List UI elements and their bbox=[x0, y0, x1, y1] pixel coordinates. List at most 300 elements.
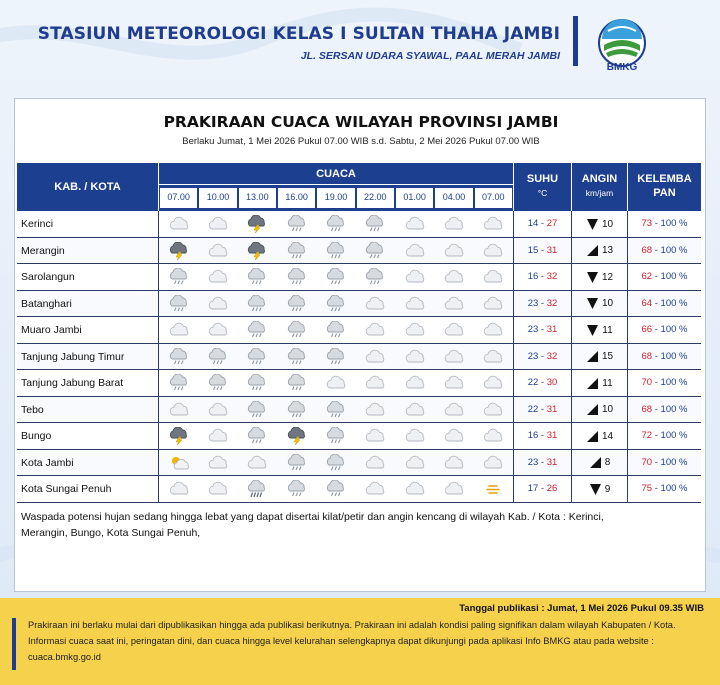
wind-direction-northeast-icon bbox=[586, 377, 599, 390]
weather-cell bbox=[395, 476, 434, 502]
cloudy-icon bbox=[207, 215, 229, 233]
table-row bbox=[17, 344, 701, 371]
weather-cell bbox=[316, 423, 355, 449]
wind-speed: 11 bbox=[602, 324, 613, 336]
cloudy-icon bbox=[246, 454, 268, 472]
time-slot: 22.00 bbox=[357, 188, 394, 208]
rain-icon bbox=[246, 321, 268, 339]
cloudy-icon bbox=[404, 374, 426, 392]
weather-warning: Waspada potensi hujan sedang hingga lebat yang dapat disertai kilat/petir dan angin kencang di wilayah Kab. / Kota : Kerinci, Merangin, Bungo, Kota Sungai Penuh, bbox=[21, 511, 604, 539]
humidity-max: 100 % bbox=[660, 350, 688, 362]
humidity-max: 100 % bbox=[660, 403, 688, 415]
cloudy-icon bbox=[482, 427, 504, 445]
rain-icon bbox=[246, 427, 268, 445]
rain-icon bbox=[325, 268, 347, 286]
weather-cell bbox=[238, 264, 277, 290]
wind bbox=[571, 344, 627, 370]
wind-direction-northeast-icon bbox=[586, 244, 599, 257]
cloudy-icon bbox=[207, 321, 229, 339]
rain-icon bbox=[286, 480, 308, 498]
weather-icons bbox=[159, 238, 513, 264]
temp-min: 22 bbox=[527, 403, 539, 415]
kab-kota-name: Muaro Jambi bbox=[21, 317, 159, 343]
humidity: 68 - 100 % bbox=[627, 397, 701, 423]
table-row bbox=[17, 291, 701, 318]
temp-min: 23 bbox=[527, 456, 539, 468]
header-kelembapan-label-1: KELEMBA bbox=[637, 173, 692, 185]
station-title: STASIUN METEOROLOGI KELAS I SULTAN THAHA JAMBI bbox=[37, 24, 560, 44]
weather-cell bbox=[198, 238, 237, 264]
time-slots bbox=[159, 185, 513, 211]
wind bbox=[571, 291, 627, 317]
thunder-icon bbox=[246, 215, 268, 233]
rain-icon bbox=[246, 348, 268, 366]
weather-cell bbox=[356, 370, 395, 396]
rain-icon bbox=[246, 374, 268, 392]
humidity-max: 100 % bbox=[660, 430, 688, 441]
rain-icon bbox=[207, 374, 229, 392]
weather-cell bbox=[159, 344, 198, 370]
table-row bbox=[17, 264, 701, 291]
rain-icon bbox=[168, 268, 190, 286]
humidity-min: 73 bbox=[641, 218, 653, 229]
weather-cell bbox=[434, 211, 473, 237]
weather-cell bbox=[474, 344, 513, 370]
weather-cell bbox=[198, 370, 237, 396]
wind-direction-south-icon bbox=[586, 271, 599, 284]
cloudy-icon bbox=[443, 374, 465, 392]
time-slot: 01.00 bbox=[396, 188, 433, 208]
table-row bbox=[17, 397, 701, 424]
cloudy-icon bbox=[404, 295, 426, 313]
rain-icon bbox=[286, 242, 308, 260]
weather-cell bbox=[198, 397, 237, 423]
weather-icons bbox=[159, 291, 513, 317]
wind-direction-northeast-icon bbox=[586, 350, 599, 363]
weather-cell bbox=[356, 291, 395, 317]
cloudy-icon bbox=[168, 401, 190, 419]
temperature: 23 - 32 bbox=[513, 291, 571, 317]
humidity-min: 72 bbox=[641, 430, 653, 441]
weather-cell bbox=[474, 423, 513, 449]
thunder-icon bbox=[286, 427, 308, 445]
wind-direction-south-icon bbox=[589, 483, 602, 496]
cloudy-icon bbox=[482, 242, 504, 260]
humidity-min: 68 bbox=[641, 403, 653, 415]
cloudy-icon bbox=[364, 295, 386, 313]
cloudy-icon bbox=[168, 215, 190, 233]
kab-kota-name: Tebo bbox=[21, 397, 159, 423]
weather-cell bbox=[198, 264, 237, 290]
wind-speed: 11 bbox=[602, 377, 613, 389]
humidity-max: 100 % bbox=[660, 218, 688, 229]
publication-date: Tanggal publikasi : Jumat, 1 Mei 2026 Pukul 09.35 WIB bbox=[459, 603, 704, 614]
weather-cell bbox=[238, 397, 277, 423]
table-row bbox=[17, 423, 701, 450]
weather-cell bbox=[356, 238, 395, 264]
thunder-icon bbox=[168, 242, 190, 260]
temp-max: 31 bbox=[546, 244, 558, 256]
cloudy-icon bbox=[207, 295, 229, 313]
kab-kota-name: Merangin bbox=[21, 238, 159, 264]
time-slot: 10.00 bbox=[199, 188, 236, 208]
time-slot: 07.00 bbox=[160, 188, 197, 208]
kab-kota-name: Sarolangun bbox=[21, 264, 159, 290]
cloudy-icon bbox=[482, 454, 504, 472]
cloudy-icon bbox=[404, 454, 426, 472]
temperature: 22 - 30 bbox=[513, 370, 571, 396]
wind bbox=[571, 397, 627, 423]
cloudy-icon bbox=[364, 454, 386, 472]
temp-min: 23 bbox=[527, 297, 539, 309]
time-slot: 13.00 bbox=[239, 188, 276, 208]
humidity-max: 100 % bbox=[660, 271, 688, 282]
kab-kota-name: Tanjung Jabung Timur bbox=[21, 344, 159, 370]
cloudy-icon bbox=[207, 480, 229, 498]
weather-cell bbox=[238, 476, 277, 502]
weather-cell bbox=[316, 264, 355, 290]
weather-cell bbox=[277, 291, 316, 317]
weather-cell bbox=[395, 291, 434, 317]
rain-icon bbox=[246, 268, 268, 286]
humidity-max: 100 % bbox=[660, 297, 688, 309]
wind-direction-south-icon bbox=[586, 324, 599, 337]
temp-min: 16 bbox=[527, 271, 539, 282]
rain-icon bbox=[325, 454, 347, 472]
time-slot: 04.00 bbox=[435, 188, 472, 208]
weather-cell bbox=[434, 344, 473, 370]
wind bbox=[571, 264, 627, 290]
table-row bbox=[17, 476, 701, 503]
weather-cell bbox=[316, 450, 355, 476]
weather-cell bbox=[198, 450, 237, 476]
rain-icon bbox=[286, 348, 308, 366]
weather-cell bbox=[356, 317, 395, 343]
wind-direction-south-icon bbox=[586, 297, 599, 310]
weather-cell bbox=[356, 344, 395, 370]
weather-cell bbox=[434, 450, 473, 476]
weather-cell bbox=[238, 317, 277, 343]
wind-speed: 10 bbox=[601, 218, 614, 230]
weather-icons bbox=[159, 450, 513, 476]
humidity: 62 - 100 % bbox=[627, 264, 701, 290]
cloudy-icon bbox=[404, 480, 426, 498]
cloudy-icon bbox=[443, 401, 465, 419]
weather-cell bbox=[277, 423, 316, 449]
cloudy-icon bbox=[364, 427, 386, 445]
rain-icon bbox=[325, 321, 347, 339]
weather-cell bbox=[198, 211, 237, 237]
rain-icon bbox=[286, 215, 308, 233]
weather-cell bbox=[434, 317, 473, 343]
cloudy-icon bbox=[443, 215, 465, 233]
weather-cell bbox=[316, 211, 355, 237]
thunder-icon bbox=[246, 242, 268, 260]
cloudy-icon bbox=[482, 321, 504, 339]
header-suhu bbox=[513, 163, 571, 211]
cloudy-icon bbox=[325, 374, 347, 392]
rain-icon bbox=[325, 242, 347, 260]
humidity-max: 100 % bbox=[660, 377, 688, 388]
wind-speed: 14 bbox=[601, 430, 614, 442]
weather-cell bbox=[474, 370, 513, 396]
weather-cell bbox=[159, 317, 198, 343]
temperature: 23 - 31 bbox=[513, 450, 571, 476]
humidity: 68 - 100 % bbox=[627, 238, 701, 264]
weather-icons bbox=[159, 317, 513, 343]
weather-icons bbox=[159, 344, 513, 370]
humidity: 64 - 100 % bbox=[627, 291, 701, 317]
temp-min: 23 bbox=[527, 324, 539, 335]
weather-cell bbox=[238, 423, 277, 449]
weather-cell bbox=[474, 450, 513, 476]
header-suhu-unit: °C bbox=[537, 188, 548, 198]
time-slot: 19.00 bbox=[317, 188, 354, 208]
wind-direction-south-icon bbox=[586, 218, 599, 231]
cloudy-icon bbox=[482, 268, 504, 286]
cloudy-icon bbox=[443, 268, 465, 286]
footer bbox=[0, 598, 720, 685]
temp-min: 22 bbox=[527, 377, 539, 388]
header-kelembapan bbox=[627, 163, 701, 211]
cloudy-icon bbox=[443, 427, 465, 445]
kab-kota-name: Kota Jambi bbox=[21, 450, 159, 476]
rain-icon bbox=[286, 454, 308, 472]
rain-icon bbox=[246, 401, 268, 419]
weather-cell bbox=[159, 423, 198, 449]
weather-cell bbox=[238, 450, 277, 476]
temp-min: 16 bbox=[527, 430, 539, 441]
weather-cell bbox=[356, 450, 395, 476]
temp-max: 30 bbox=[546, 377, 558, 388]
cloudy-icon bbox=[364, 480, 386, 498]
rain-icon bbox=[207, 348, 229, 366]
humidity-min: 64 bbox=[641, 297, 653, 309]
rain-icon bbox=[325, 348, 347, 366]
rain-icon bbox=[286, 374, 308, 392]
weather-cell bbox=[277, 397, 316, 423]
cloudy-icon bbox=[207, 401, 229, 419]
rain-icon bbox=[286, 401, 308, 419]
weather-cell bbox=[238, 238, 277, 264]
wind bbox=[571, 370, 627, 396]
table-row bbox=[17, 211, 701, 238]
temp-max: 31 bbox=[546, 430, 558, 441]
header-angin-unit: km/jam bbox=[585, 188, 614, 198]
cloudy-icon bbox=[207, 268, 229, 286]
weather-cell bbox=[356, 476, 395, 502]
humidity-max: 100 % bbox=[660, 324, 688, 335]
weather-cell bbox=[238, 370, 277, 396]
temp-min: 14 bbox=[527, 218, 539, 229]
weather-cell bbox=[356, 264, 395, 290]
weather-cell bbox=[159, 370, 198, 396]
weather-cell bbox=[198, 317, 237, 343]
forecast-validity: Berlaku Jumat, 1 Mei 2026 Pukul 07.00 WIB s.d. Sabtu, 2 Mei 2026 Pukul 07.00 WIB bbox=[182, 136, 540, 147]
weather-cell bbox=[395, 450, 434, 476]
wind-direction-northeast-icon bbox=[586, 403, 599, 416]
weather-cell bbox=[316, 238, 355, 264]
temperature: 22 - 31 bbox=[513, 397, 571, 423]
rain-icon bbox=[325, 480, 347, 498]
weather-cell bbox=[159, 397, 198, 423]
weather-cell bbox=[159, 238, 198, 264]
temp-max: 31 bbox=[546, 403, 558, 415]
time-slot: 16.00 bbox=[278, 188, 315, 208]
table-header bbox=[17, 163, 701, 211]
station-address: JL. SERSAN UDARA SYAWAL, PAAL MERAH JAMBI bbox=[300, 50, 560, 62]
cloudy-icon bbox=[443, 242, 465, 260]
humidity-min: 68 bbox=[641, 244, 653, 256]
wind-speed: 13 bbox=[601, 245, 614, 256]
cloudy-icon bbox=[482, 295, 504, 313]
weather-cell bbox=[395, 370, 434, 396]
thunder-icon bbox=[168, 427, 190, 445]
forecast-panel bbox=[14, 98, 706, 592]
cloudy-icon bbox=[482, 215, 504, 233]
cloudy-icon bbox=[404, 321, 426, 339]
weather-cell bbox=[395, 344, 434, 370]
humidity-max: 100 % bbox=[660, 483, 688, 494]
cloudy-icon bbox=[168, 321, 190, 339]
table-row bbox=[17, 370, 701, 397]
header-suhu-label: SUHU bbox=[526, 173, 559, 185]
humidity: 75 - 100 % bbox=[627, 476, 701, 502]
rain-icon bbox=[364, 215, 386, 233]
cloudy-icon bbox=[482, 374, 504, 392]
weather-cell bbox=[277, 317, 316, 343]
weather-cell bbox=[395, 397, 434, 423]
rain-icon bbox=[168, 295, 190, 313]
weather-icons bbox=[159, 264, 513, 290]
header-cuaca: CUACA bbox=[159, 163, 513, 185]
humidity-min: 68 bbox=[641, 350, 653, 362]
temp-max: 32 bbox=[546, 271, 558, 282]
weather-cell bbox=[277, 238, 316, 264]
weather-cell bbox=[198, 291, 237, 317]
humidity-min: 70 bbox=[641, 456, 653, 468]
weather-cell bbox=[159, 211, 198, 237]
haze-icon bbox=[482, 480, 504, 498]
footer-note: Prakiraan ini berlaku mulai dari dipublikasikan hingga ada publikasi berikutnya. Prakiraan ini adalah kondisi paling signifikan dalam wilayah Kabupaten / Kota. Informasi cuaca saat ini, peringatan dini, dan cuaca hingga level kelurahan selengkapnya dapat dikunjungi pada aplikasi Info BMKG atau pada website : cuaca.bmkg.go.id bbox=[28, 620, 676, 662]
weather-cell bbox=[238, 291, 277, 317]
wind bbox=[571, 317, 627, 343]
humidity-max: 100 % bbox=[660, 244, 688, 256]
cloudy-icon bbox=[482, 348, 504, 366]
weather-cell bbox=[356, 423, 395, 449]
cloudy-icon bbox=[404, 268, 426, 286]
cloudy-icon bbox=[404, 427, 426, 445]
header-angin bbox=[571, 163, 627, 211]
weather-cell bbox=[474, 476, 513, 502]
table-body bbox=[17, 211, 701, 503]
temp-min: 15 bbox=[527, 244, 539, 256]
rain-icon bbox=[286, 321, 308, 339]
weather-cell bbox=[277, 370, 316, 396]
temperature: 17 - 26 bbox=[513, 476, 571, 502]
temp-max: 31 bbox=[546, 324, 558, 335]
weather-cell bbox=[395, 317, 434, 343]
header-kelembapan-label-2: PAN bbox=[653, 187, 676, 199]
weather-cell bbox=[395, 238, 434, 264]
weather-cell bbox=[238, 211, 277, 237]
kab-kota-name: Kota Sungai Penuh bbox=[21, 476, 159, 502]
rain-icon bbox=[325, 295, 347, 313]
header-kab-kota: KAB. / KOTA bbox=[17, 163, 159, 211]
cloudy-icon bbox=[364, 348, 386, 366]
weather-cell bbox=[277, 344, 316, 370]
weather-cell bbox=[316, 291, 355, 317]
wind-speed: 15 bbox=[601, 351, 614, 362]
temperature: 23 - 31 bbox=[513, 317, 571, 343]
weather-cell bbox=[316, 397, 355, 423]
cloudy-icon bbox=[443, 295, 465, 313]
temp-min: 17 bbox=[527, 483, 539, 494]
kab-kota-name: Tanjung Jabung Barat bbox=[21, 370, 159, 396]
weather-cell bbox=[198, 423, 237, 449]
weather-cell bbox=[474, 291, 513, 317]
cloudy-icon bbox=[364, 401, 386, 419]
bmkg-logo-text: BMKG bbox=[606, 62, 638, 73]
temp-max: 32 bbox=[546, 350, 558, 362]
weather-cell bbox=[198, 476, 237, 502]
wind bbox=[571, 450, 627, 476]
header-divider bbox=[573, 16, 578, 66]
weather-cell bbox=[395, 264, 434, 290]
weather-cell bbox=[474, 397, 513, 423]
wind-speed: 10 bbox=[601, 404, 614, 415]
wind bbox=[571, 423, 627, 449]
heavy-rain-icon bbox=[246, 480, 268, 498]
footer-accent-bar bbox=[12, 618, 16, 670]
rain-icon bbox=[246, 295, 268, 313]
weather-cell bbox=[316, 370, 355, 396]
wind-speed: 12 bbox=[601, 271, 614, 283]
weather-cell bbox=[356, 211, 395, 237]
rain-icon bbox=[168, 374, 190, 392]
kab-kota-name: Kerinci bbox=[21, 211, 159, 237]
weather-cell bbox=[238, 344, 277, 370]
table-row bbox=[17, 450, 701, 477]
weather-cell bbox=[277, 450, 316, 476]
partly-sunny-icon bbox=[168, 454, 190, 472]
weather-cell bbox=[474, 211, 513, 237]
humidity: 66 - 100 % bbox=[627, 317, 701, 343]
weather-cell bbox=[474, 317, 513, 343]
rain-icon bbox=[168, 348, 190, 366]
weather-cell bbox=[159, 450, 198, 476]
rain-icon bbox=[286, 268, 308, 286]
wind-direction-northeast-icon bbox=[589, 456, 602, 469]
humidity: 70 - 100 % bbox=[627, 450, 701, 476]
table-row bbox=[17, 238, 701, 265]
humidity-max: 100 % bbox=[660, 456, 688, 468]
cloudy-icon bbox=[168, 480, 190, 498]
temp-max: 31 bbox=[546, 456, 558, 468]
cloudy-icon bbox=[443, 480, 465, 498]
weather-cell bbox=[434, 264, 473, 290]
wind-speed: 9 bbox=[604, 483, 611, 495]
weather-cell bbox=[159, 476, 198, 502]
table-row bbox=[17, 317, 701, 344]
weather-cell bbox=[395, 211, 434, 237]
weather-cell bbox=[316, 476, 355, 502]
weather-cell bbox=[316, 317, 355, 343]
wind bbox=[571, 211, 627, 237]
temperature: 14 - 27 bbox=[513, 211, 571, 237]
cloudy-icon bbox=[364, 374, 386, 392]
cloudy-icon bbox=[443, 348, 465, 366]
